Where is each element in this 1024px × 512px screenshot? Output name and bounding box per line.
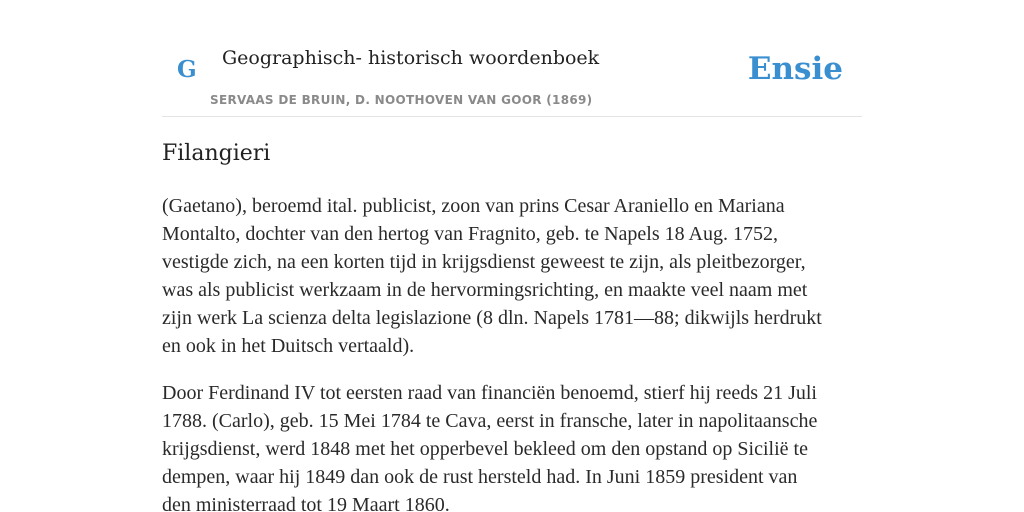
text-line: (Gaetano), beroemd ital. publicist, zoon van prins Cesar Araniello en Mariana xyxy=(162,195,785,217)
text-line: dempen, waar hij 1849 dan ook de rust hersteld had. In Juni 1859 president van xyxy=(162,466,798,488)
entry-body xyxy=(162,192,862,512)
text-line: zijn werk La scienza delta legislazione (8 dln. Napels 1781—88; dikwijls herdrukt xyxy=(162,307,822,329)
text-line: en ook in het Duitsch vertaald). xyxy=(162,335,415,357)
entry-paragraph xyxy=(162,379,862,512)
text-line: den ministerraad tot 19 Maart 1860. xyxy=(162,494,450,512)
entry-title: Filangieri xyxy=(162,141,271,166)
text-line: krijgsdienst, werd 1848 met het opperbevel bekleed om den opstand op Sicilië te xyxy=(162,438,808,460)
ensie-logo-link[interactable]: Ensie xyxy=(747,51,843,87)
text-line: Montalto, dochter van den hertog van Fragnito, geb. te Napels 18 Aug. 1752, xyxy=(162,223,778,245)
text-line: Door Ferdinand IV tot eersten raad van financiën benoemd, stierf hij reeds 21 Juli xyxy=(162,382,817,404)
text-line: vestigde zich, na een korten tijd in krijgsdienst geweest te zijn, als pleitbezorger, xyxy=(162,251,806,273)
text-line: 1788. (Carlo), geb. 15 Mei 1784 te Cava, eerst in fransche, later in napolitaansche xyxy=(162,410,818,432)
header xyxy=(162,0,862,117)
entry-paragraph xyxy=(162,192,862,360)
text-line: was als publicist werkzaam in de hervormingsrichting, en maakte veel naam met xyxy=(162,279,808,301)
book-authors: SERVAAS DE BRUIN, D. NOOTHOVEN VAN GOOR (1869) xyxy=(210,93,593,107)
book-title-link[interactable]: Geographisch- historisch woordenboek xyxy=(222,47,600,69)
book-letter-icon[interactable]: G xyxy=(177,56,197,83)
